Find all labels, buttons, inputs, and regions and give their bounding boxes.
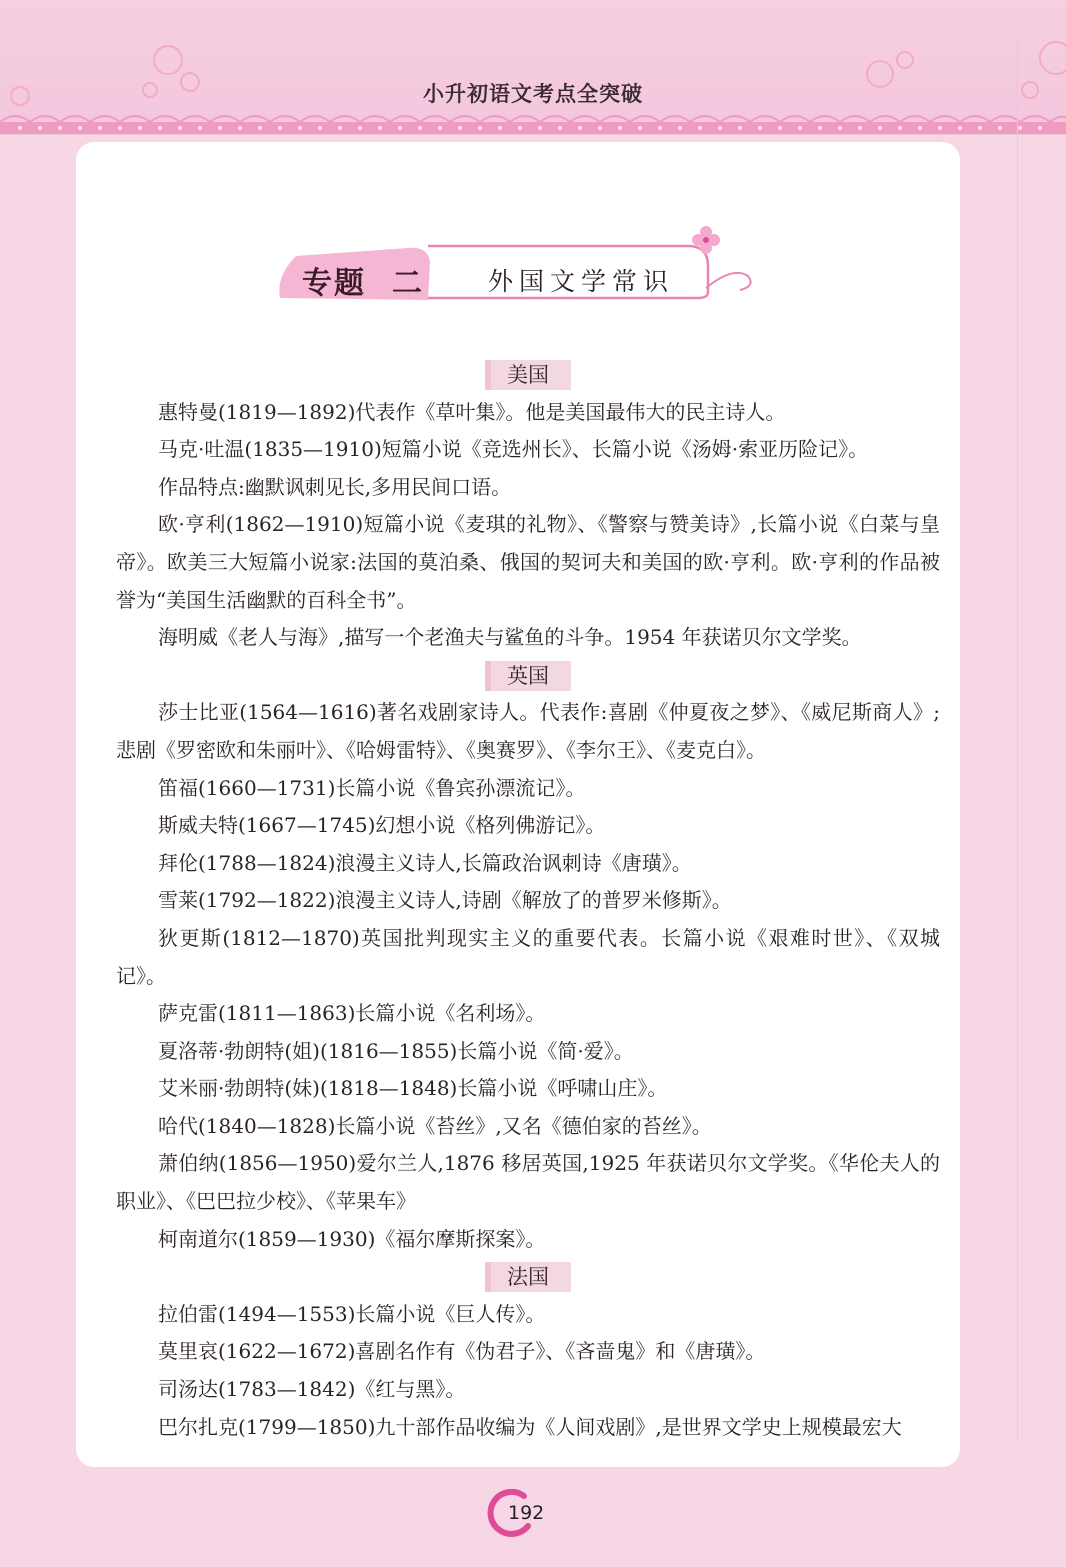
paragraph: 马克·吐温(1835—1910)短篇小说《竞选州长》、长篇小说《汤姆·索亚历险记》。 (158, 437, 869, 462)
paragraph: 惠特曼(1819—1892)代表作《草叶集》。他是美国最伟大的民主诗人。 (158, 399, 786, 424)
paragraph: 艾米丽·勃朗特(妹)(1818—1848)长篇小说《呼啸山庄》。 (158, 1076, 668, 1101)
article-body (116, 356, 940, 1446)
paragraph: 笛福(1660—1731)长篇小说《鲁宾孙漂流记》。 (158, 775, 586, 800)
paragraph: 夏洛蒂·勃朗特(姐)(1816—1855)长篇小说《简·爱》。 (158, 1038, 634, 1063)
paragraph: 柯南道尔(1859—1930)《福尔摩斯探案》。 (158, 1226, 546, 1251)
topic-label: 专题 (302, 266, 366, 301)
guide-line (1017, 40, 1018, 1440)
book-title: 小升初语文考点全突破 (423, 82, 643, 106)
page-number: 192 (508, 1502, 545, 1524)
paragraph: 萨克雷(1811—1863)长篇小说《名利场》。 (158, 1001, 546, 1026)
paragraph: 海明威《老人与海》,描写一个老渔夫与鲨鱼的斗争。1954 年获诺贝尔文学奖。 (158, 625, 862, 650)
flower-icon (692, 226, 720, 254)
paragraph: 巴尔扎克(1799—1850)九十部作品收编为《人间戏剧》,是世界文学史上规模最宏大 (158, 1414, 902, 1439)
paragraph: 萧伯纳(1856—1950)爱尔兰人,1876 移居英国,1925 年获诺贝尔文学奖。《华伦夫人的职业》、《巴巴拉少校》、《苹果车》 (116, 1151, 940, 1214)
paragraph: 雪莱(1792—1822)浪漫主义诗人,诗剧《解放了的普罗米修斯》。 (158, 888, 732, 913)
paragraph: 莎士比亚(1564—1616)著名戏剧家诗人。代表作:喜剧《仲夏夜之梦》、《威尼斯商人》;悲剧《罗密欧和朱丽叶》、《哈姆雷特》、《奥赛罗》、《李尔王》、《麦克白》。 (116, 700, 940, 762)
paragraph: 欧·亨利(1862—1910)短篇小说《麦琪的礼物》、《警察与赞美诗》,长篇小说《白菜与皇帝》。欧美三大短篇小说家:法国的莫泊桑、俄国的契诃夫和美国的欧·亨利。欧·亨利的作品被誉为“美国生活幽默的百科全书”。 (116, 512, 940, 612)
lace-border (0, 108, 1066, 134)
paragraph: 哈代(1840—1828)长篇小说《苔丝》,又名《德伯家的苔丝》。 (158, 1113, 712, 1138)
section-heading: 美国 (116, 356, 940, 394)
paragraph: 拜伦(1788—1824)浪漫主义诗人,长篇政治讽刺诗《唐璜》。 (158, 850, 692, 875)
paragraph: 司汤达(1783—1842)《红与黑》。 (158, 1377, 466, 1402)
paragraph: 斯威夫特(1667—1745)幻想小说《格列佛游记》。 (158, 813, 606, 838)
section-heading: 英国 (116, 657, 940, 695)
paragraph: 拉伯雷(1494—1553)长篇小说《巨人传》。 (158, 1301, 546, 1326)
paragraph: 狄更斯(1812—1870)英国批判现实主义的重要代表。长篇小说《艰难时世》、《双城记》。 (116, 925, 940, 988)
topic-number: 二 (392, 266, 422, 301)
topic-title: 外国文学常识 (488, 267, 675, 296)
section-heading: 法国 (116, 1258, 940, 1296)
paragraph: 作品特点:幽默讽刺见长,多用民间口语。 (158, 474, 512, 499)
paragraph: 莫里哀(1622—1672)喜剧名作有《伪君子》、《吝啬鬼》和《唐璜》。 (158, 1339, 766, 1364)
